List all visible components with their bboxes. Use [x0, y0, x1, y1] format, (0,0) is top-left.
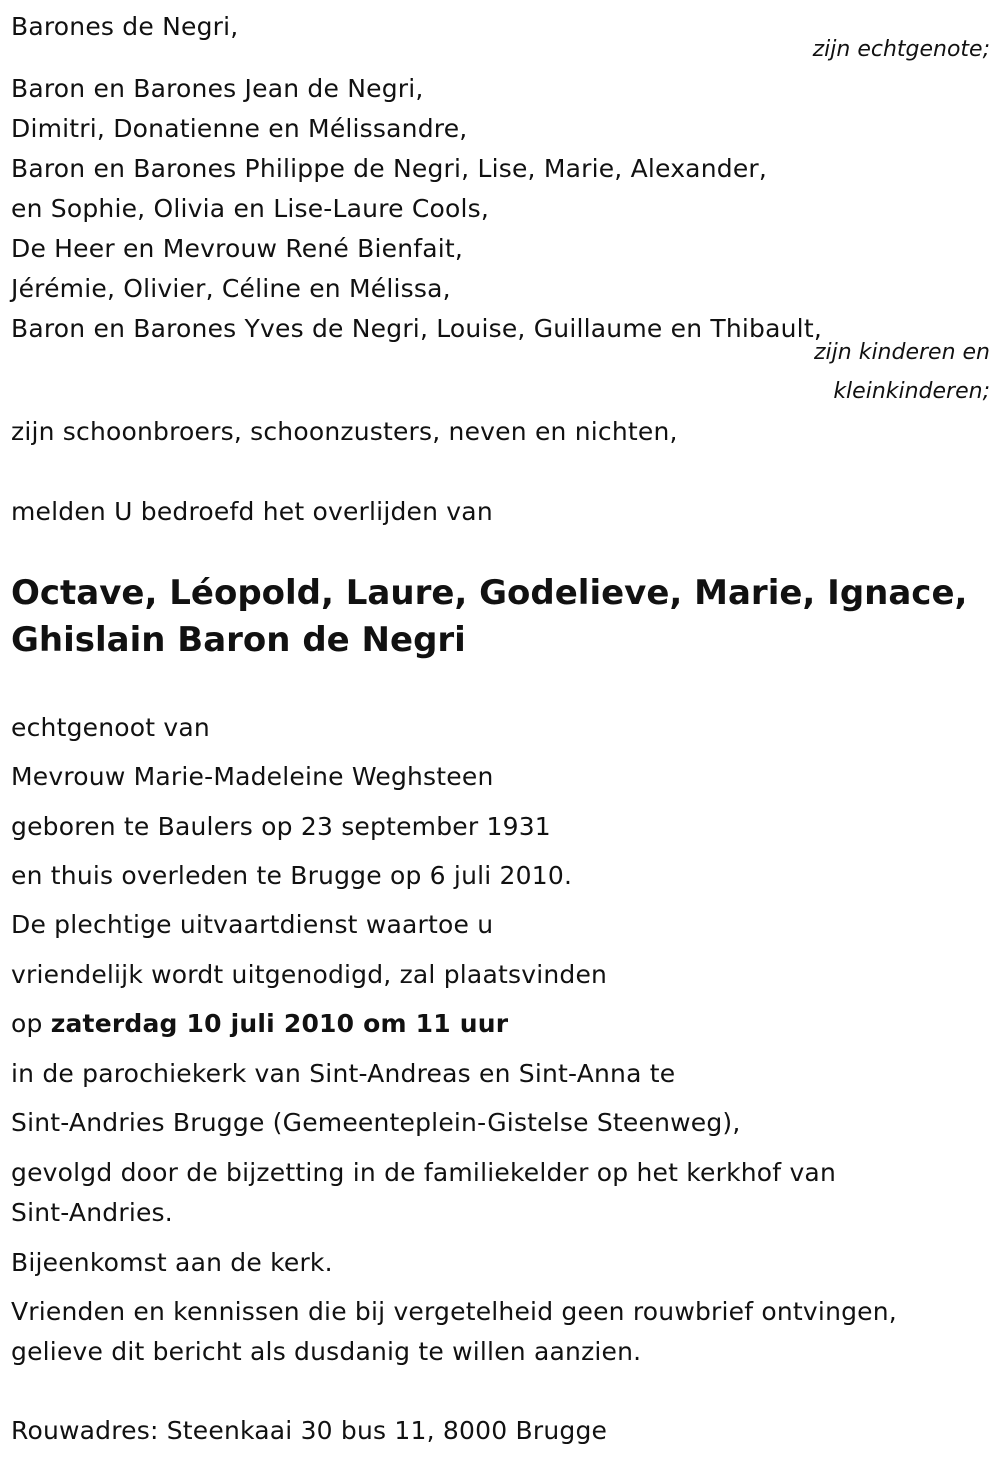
service-date-line [11, 1009, 508, 1039]
mourning-address: Rouwadres: Steenkaai 30 bus 11, 8000 Brugge [11, 1416, 608, 1445]
burial-line-2: Sint-Andries. [11, 1198, 173, 1227]
service-line-2: vriendelijk wordt uitgenodigd, zal plaatsvinden [11, 960, 608, 989]
burial-line-1: gevolgd door de bijzetting in de familiekelder op het kerkhof van [11, 1158, 836, 1187]
children-line-3: Baron en Barones Philippe de Negri, Lise, Marie, Alexander, [11, 154, 768, 183]
children-line-1: Baron en Barones Jean de Negri, [11, 74, 424, 103]
birth-line: geboren te Baulers op 23 september 1931 [11, 812, 551, 841]
children-line-5: De Heer en Mevrouw René Bienfait, [11, 234, 464, 263]
children-line-4: en Sophie, Olivia en Lise-Laure Cools, [11, 194, 490, 223]
relatives-line: zijn schoonbroers, schoonzusters, neven en nichten, [11, 417, 678, 446]
opening-line: Barones de Negri, [11, 12, 239, 41]
children-note-1: zijn kinderen en [814, 340, 990, 365]
service-date: zaterdag 10 juli 2010 om 11 uur [50, 1009, 509, 1038]
deceased-name-line-1: Octave, Léopold, Laure, Godelieve, Marie, Ignace, [11, 573, 968, 613]
spouse-note: zijn echtgenote; [812, 37, 990, 62]
deceased-name-line-2: Ghislain Baron de Negri [11, 620, 466, 660]
gathering-line: Bijeenkomst aan de kerk. [11, 1248, 333, 1277]
service-line-1: De plechtige uitvaartdienst waartoe u [11, 910, 494, 939]
children-line-2: Dimitri, Donatienne en Mélissandre, [11, 114, 468, 143]
children-line-6: Jérémie, Olivier, Céline en Mélissa, [11, 274, 451, 303]
church-line-1: in de parochiekerk van Sint-Andreas en Sint-Anna te [11, 1059, 676, 1088]
children-note-2: kleinkinderen; [833, 379, 990, 404]
spouse-intro: echtgenoot van [11, 713, 210, 742]
spouse-name: Mevrouw Marie-Madeleine Weghsteen [11, 762, 494, 791]
death-line: en thuis overleden te Brugge op 6 juli 2010. [11, 861, 573, 890]
church-line-2: Sint-Andries Brugge (Gemeenteplein-Gistelse Steenweg), [11, 1108, 741, 1137]
service-date-prefix: op [11, 1009, 51, 1038]
children-line-7: Baron en Barones Yves de Negri, Louise, Guillaume en Thibault, [11, 314, 822, 343]
friends-line-1: Vrienden en kennissen die bij vergetelheid geen rouwbrief ontvingen, [11, 1297, 897, 1326]
friends-line-2: gelieve dit bericht als dusdanig te willen aanzien. [11, 1337, 642, 1366]
announce-line: melden U bedroefd het overlijden van [11, 497, 493, 526]
